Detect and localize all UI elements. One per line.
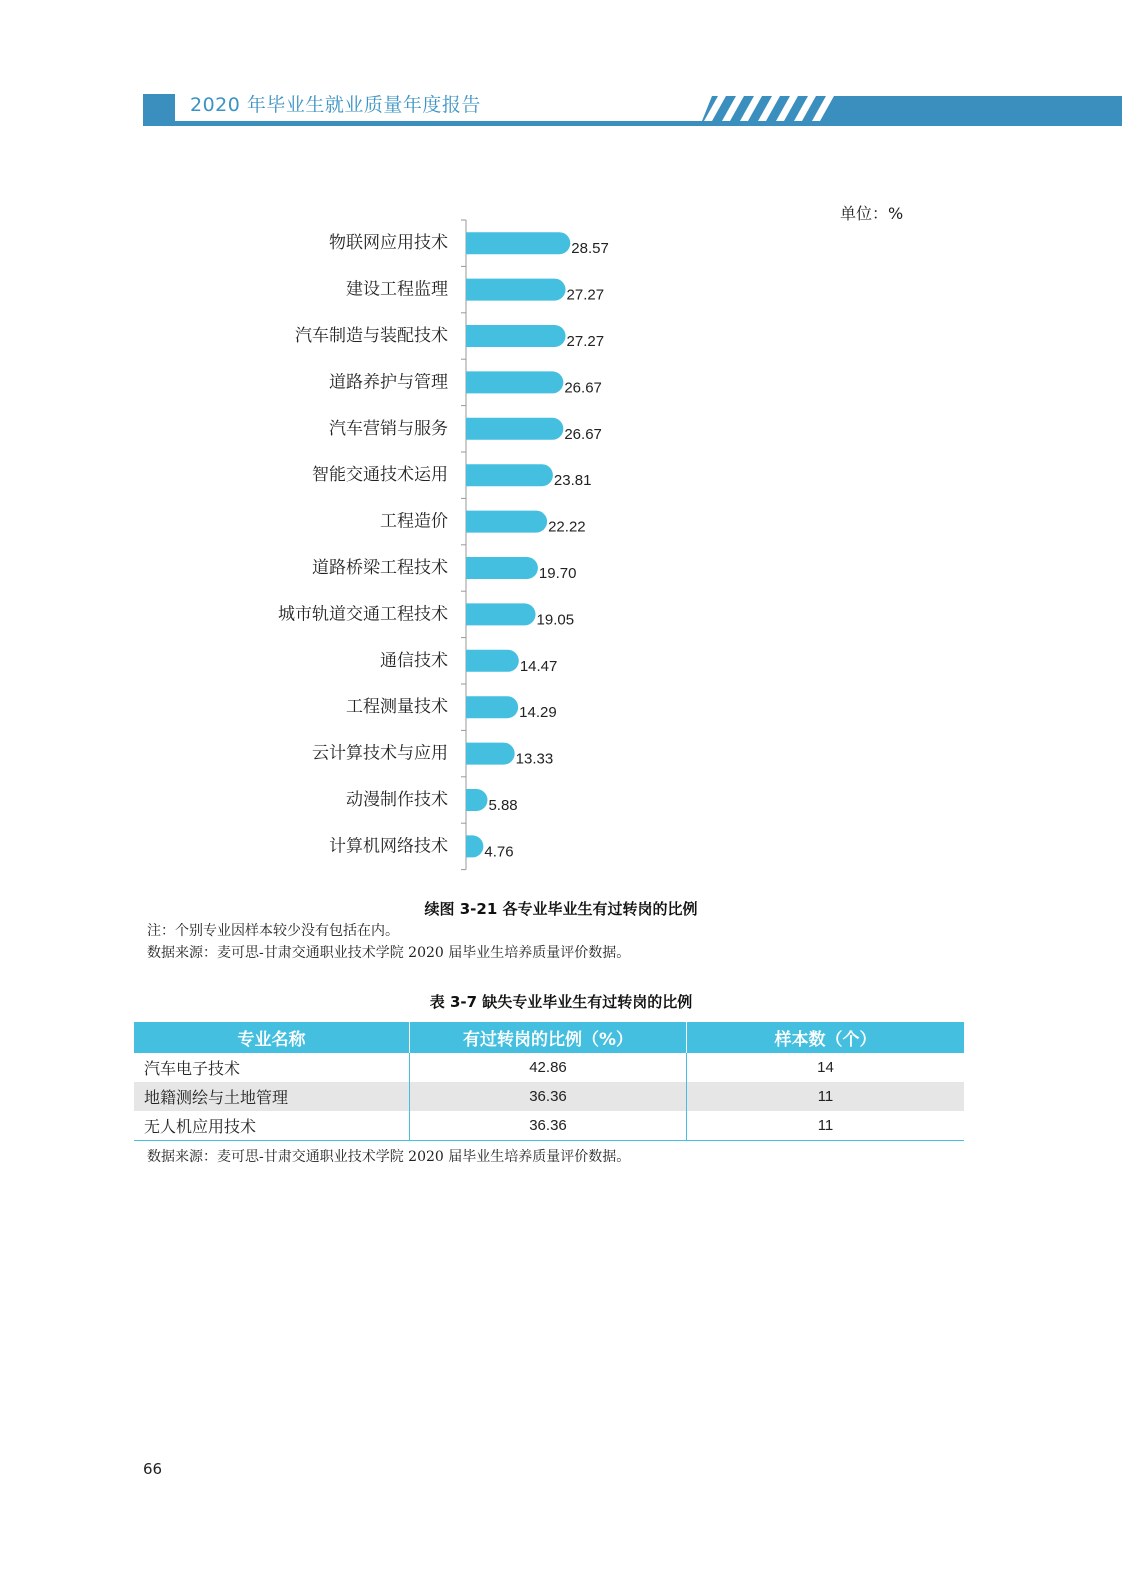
bar: [466, 743, 515, 765]
value-label: 23.81: [553, 472, 592, 490]
header-sample: 样本数（个）: [687, 1022, 965, 1053]
table-header-row: [134, 1022, 964, 1053]
cell-ratio: 36.36: [410, 1111, 687, 1141]
category-label: 道路养护与管理: [329, 372, 448, 393]
value-label: 13.33: [515, 750, 554, 768]
value-label: 26.67: [564, 425, 602, 443]
header-major: 专业名称: [134, 1022, 410, 1053]
bar: [466, 696, 518, 718]
bar: [466, 789, 487, 811]
cell-ratio: 42.86: [410, 1053, 687, 1082]
category-label: 城市轨道交通工程技术: [278, 604, 448, 625]
category-label: 工程测量技术: [346, 697, 448, 718]
category-label: 计算机网络技术: [329, 836, 448, 857]
bar: [466, 418, 563, 440]
cell-major: 无人机应用技术: [134, 1111, 410, 1141]
category-label: 工程造价: [380, 511, 448, 532]
table-caption: 表 3-7 缺失专业毕业生有过转岗的比例: [429, 993, 693, 1011]
cell-sample: 11: [687, 1111, 965, 1141]
value-label: 5.88: [488, 797, 518, 814]
value-label: 19.05: [536, 611, 575, 629]
value-label: 27.27: [566, 286, 605, 304]
value-label: 19.70: [538, 565, 577, 582]
category-label: 建设工程监理: [346, 279, 448, 300]
cell-major: 地籍测绘与土地管理: [134, 1082, 410, 1111]
bar: [466, 835, 483, 857]
category-label: 道路桥梁工程技术: [312, 558, 448, 578]
bar: [466, 557, 538, 579]
cell-sample: 14: [687, 1053, 965, 1082]
data-table: [134, 1022, 964, 1141]
value-label: 22.22: [548, 518, 586, 536]
value-label: 28.57: [571, 240, 609, 258]
bar: [466, 371, 563, 393]
figure-note: 注：个别专业因样本较少没有包括在内。: [147, 923, 399, 939]
table-source: 数据来源：麦可思-甘肃交通职业技术学院 2020 届毕业生培养质量评价数据。: [147, 1149, 631, 1165]
category-label: 汽车营销与服务: [329, 418, 448, 439]
figure-caption: 续图 3-21 各专业毕业生有过转岗的比例: [424, 900, 698, 918]
table-row: [134, 1082, 964, 1111]
value-label: 14.29: [519, 704, 557, 722]
cell-ratio: 36.36: [410, 1082, 687, 1111]
value-label: 14.47: [519, 657, 558, 675]
category-label: 通信技术: [380, 650, 448, 671]
value-label: 26.67: [564, 379, 602, 397]
category-label: 物联网应用技术: [329, 233, 448, 254]
value-label: 4.76: [484, 843, 514, 861]
category-label: 智能交通技术运用: [312, 465, 448, 486]
category-label: 汽车制造与装配技术: [295, 326, 448, 346]
bar: [466, 232, 570, 254]
page-number: 66: [143, 1460, 163, 1478]
category-label: 动漫制作技术: [346, 790, 448, 810]
bar: [466, 325, 566, 347]
bar: [466, 650, 519, 672]
cell-sample: 11: [687, 1082, 965, 1111]
bar: [466, 279, 566, 301]
table-row: [134, 1053, 964, 1082]
value-label: 27.27: [566, 333, 605, 350]
table-row: [134, 1111, 964, 1141]
report-title: 2020 年毕业生就业质量年度报告: [190, 94, 481, 116]
bar: [466, 603, 536, 625]
chart-unit-label: 单位：%: [840, 204, 904, 223]
category-label: 云计算技术与应用: [312, 743, 448, 764]
bar: [466, 464, 553, 486]
header-ratio: 有过转岗的比例（%）: [410, 1022, 687, 1053]
cell-major: 汽车电子技术: [144, 1059, 241, 1078]
figure-source: 数据来源：麦可思-甘肃交通职业技术学院 2020 届毕业生培养质量评价数据。: [147, 945, 631, 961]
bar: [466, 511, 547, 533]
